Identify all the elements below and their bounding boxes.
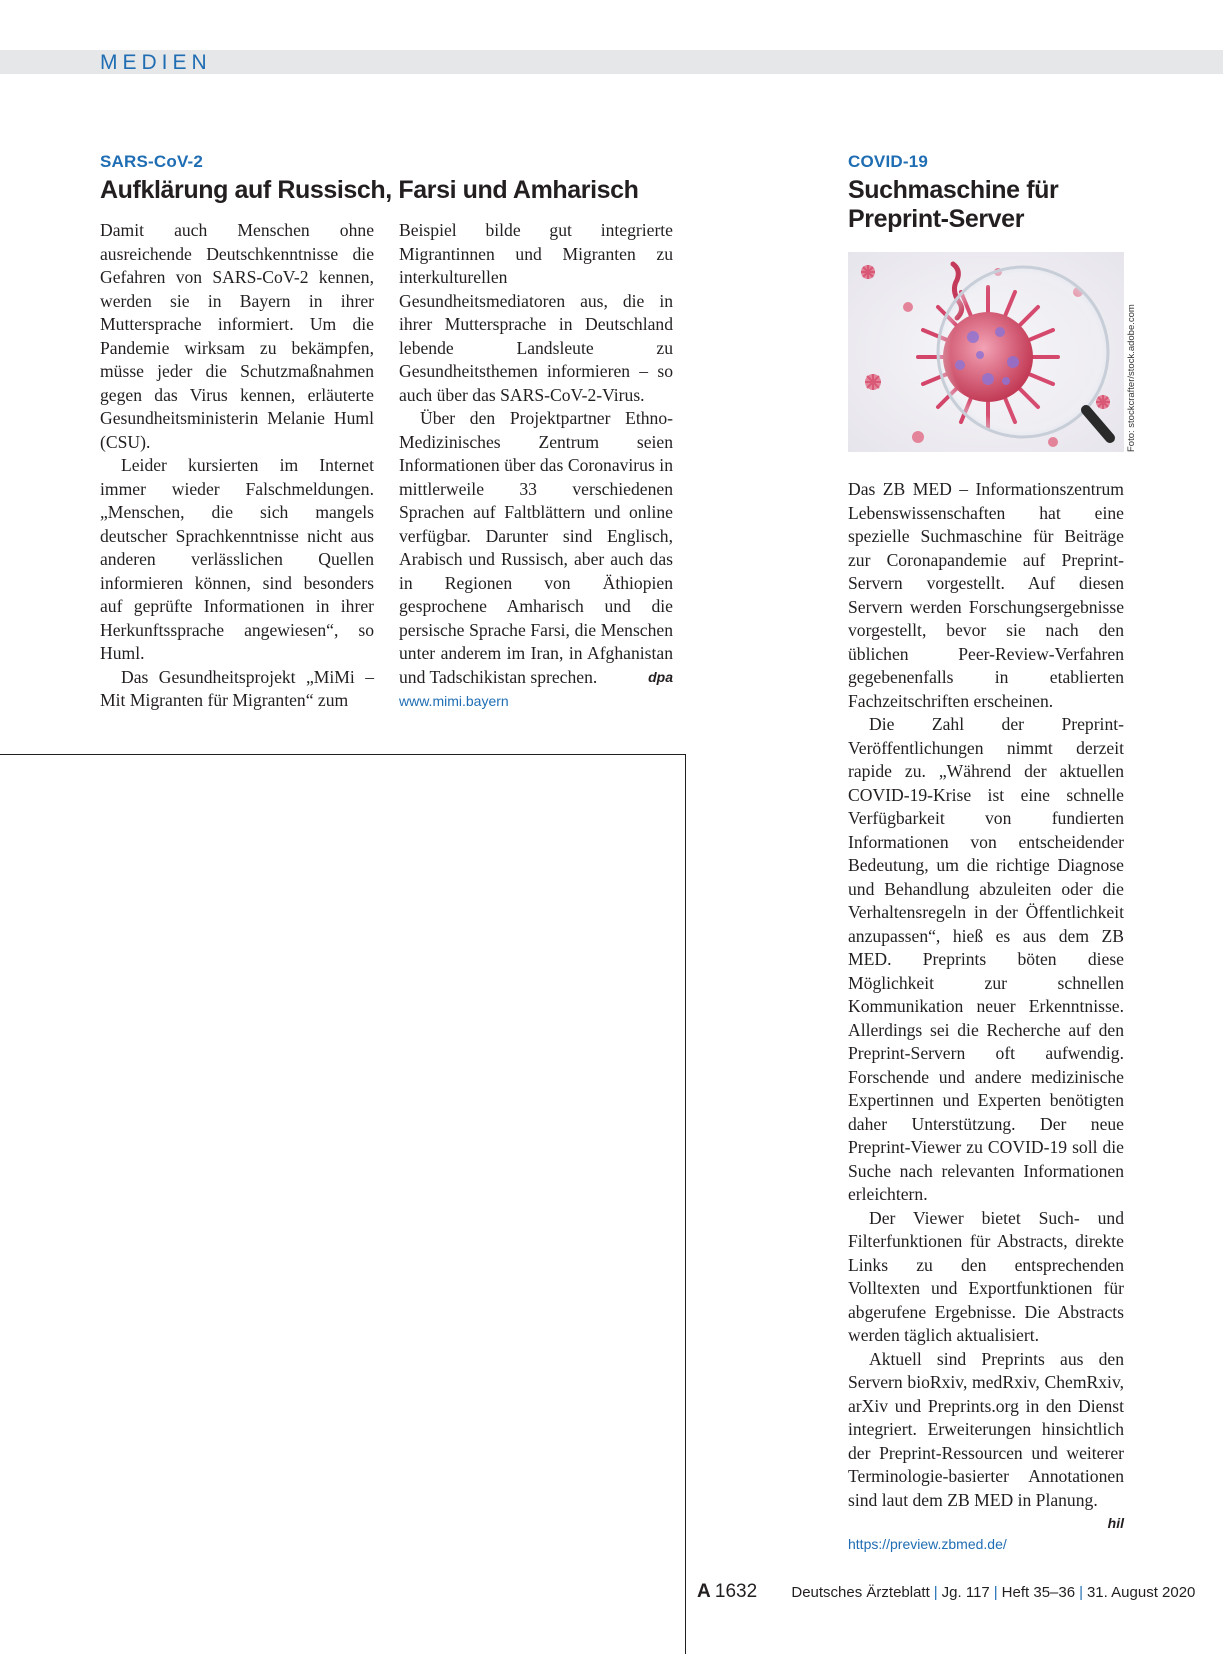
page-footer	[697, 1581, 1195, 1603]
paragraph	[848, 1348, 1124, 1531]
left-column-2	[399, 219, 673, 689]
paragraph: Der Viewer bietet Such- und Filterfunktionen für Abstracts, direkte Links zu den entsprechenden Volltexten und Exportfunktionen für abgerufene Ergebnisse. Die Abstracts werden täglich aktualisiert.	[848, 1207, 1124, 1345]
journal-volume: Jg. 117	[941, 1584, 990, 1601]
journal-issue: Heft 35–36	[1001, 1584, 1076, 1601]
separator: |	[933, 1584, 938, 1601]
journal-date: 31. August 2020	[1086, 1584, 1196, 1601]
separator: |	[1079, 1584, 1083, 1601]
right-headline	[848, 176, 1058, 234]
separator: |	[993, 1584, 998, 1601]
paragraph: Beispiel bilde gut integrierte Migrantinnen und Migranten zu interkulturellen Gesundheitsmediatoren aus, die in ihrer Muttersprache in Deutschland lebende Landsleute zu Gesundheitsthemen informieren – so auch über das SARS-CoV-2-Virus.	[399, 220, 673, 405]
paragraph: Das ZB MED – Informationszentrum Lebenswissenschaften hat eine spezielle Suchmaschine für Beiträge zur Coronapandemie auf Preprint-Servern vorgestellt. Auf diesen Servern werden Forschungsergebnisse vorgestellt, bevor sie nach den üblichen Peer-Review-Verfahren gegebenenfalls in etablierten Fachzeitschriften erscheinen.	[848, 479, 1124, 711]
box-divider-right	[685, 754, 686, 1654]
author-tag: hil	[1107, 1515, 1124, 1531]
zbmed-link[interactable]: https://preview.zbmed.de/	[848, 1536, 1007, 1552]
page-number: 1632	[714, 1581, 758, 1602]
paragraph: Leider kursierten im Internet immer wieder Falschmeldungen. „Menschen, die sich mangels deutscher Sprachkenntnisse nicht aus anderen verlässlichen Quellen informieren können, sind besonders auf geprüfte Informationen in ihrer Herkunftssprache angewiesen“, so Huml.	[100, 455, 374, 663]
paragraph-text: Über den Projektpartner Ethno-Medizinisches Zentrum seien Informationen über das Coronavirus in mittlerweile 33 verschiedenen Sprachen auf Faltblättern und online verfügbar. Darunter sind Englisch, Arabisch und Russisch, aber auch das in Regionen von Äthiopien gesprochene Amharisch und die persische Sprache Farsi, die Menschen unter anderem im Iran, in Afghanistan und Tadschikistan sprechen.	[399, 408, 673, 687]
left-column-1	[100, 219, 374, 713]
author-tag: dpa	[648, 668, 673, 685]
box-divider-top	[0, 754, 686, 755]
headline-line: Suchmaschine für	[848, 176, 1059, 204]
mimi-link[interactable]: www.mimi.bayern	[399, 693, 509, 709]
journal-name: Deutsches Ärzteblatt	[791, 1584, 930, 1601]
page-prefix: A	[697, 1581, 711, 1602]
left-kicker: SARS-CoV-2	[100, 152, 204, 171]
coronavirus-photo	[848, 252, 1124, 452]
paragraph	[399, 407, 673, 689]
right-kicker: COVID-19	[848, 152, 929, 171]
paragraph: Damit auch Menschen ohne ausreichende Deutschkenntnisse die Gefahren von SARS-CoV-2 kennen, werden sie in Bayern in ihrer Muttersprache informiert. Um die Pandemie wirksam zu bekämpfen, müsse jeder die Schutzmaßnahmen gegen das Virus kennen, erläuterte Gesundheitsministerin Melanie Huml (CSU).	[100, 220, 374, 452]
left-headline: Aufklärung auf Russisch, Farsi und Amharisch	[100, 176, 639, 204]
paragraph: Das Gesundheitsprojekt „MiMi – Mit Migranten für Migranten“ zum	[100, 666, 374, 710]
headline-line: Preprint-Server	[848, 205, 1025, 233]
paragraph-text: Aktuell sind Preprints aus den Servern bioRxiv, medRxiv, ChemRxiv, arXiv und Preprints.org in den Dienst integriert. Erweiterungen hinsichtlich der Preprint-Ressourcen und weiterer Terminologie-basierter Annotationen sind laut dem ZB MED in Planung.	[848, 1348, 1124, 1510]
right-column	[848, 478, 1124, 1536]
section-label: MEDIEN	[100, 51, 212, 74]
paragraph: Die Zahl der Preprint-Veröffentlichungen nimmt derzeit rapide zu. „Während der aktuellen COVID-19-Krise ist eine schnelle Verfügbarkeit von fundierten Informationen von entscheidender Bedeutung, um die richtige Diagnose und Behandlung abzuleiten oder die Verhaltensregeln in der Öffentlichkeit anzupassen“, hieß es aus dem ZB MED. Preprints böten diese Möglichkeit zur schnellen Kommunikation neuer Erkenntnisse. Allerdings sei die Recherche auf den Preprint-Servern oft aufwendig. Forschende und andere medizinische Expertinnen und Experten benötigten daher Unterstützung. Der neue Preprint-Viewer zu COVID-19 soll die Suche nach relevanten Informationen erleichtern.	[848, 714, 1124, 1204]
